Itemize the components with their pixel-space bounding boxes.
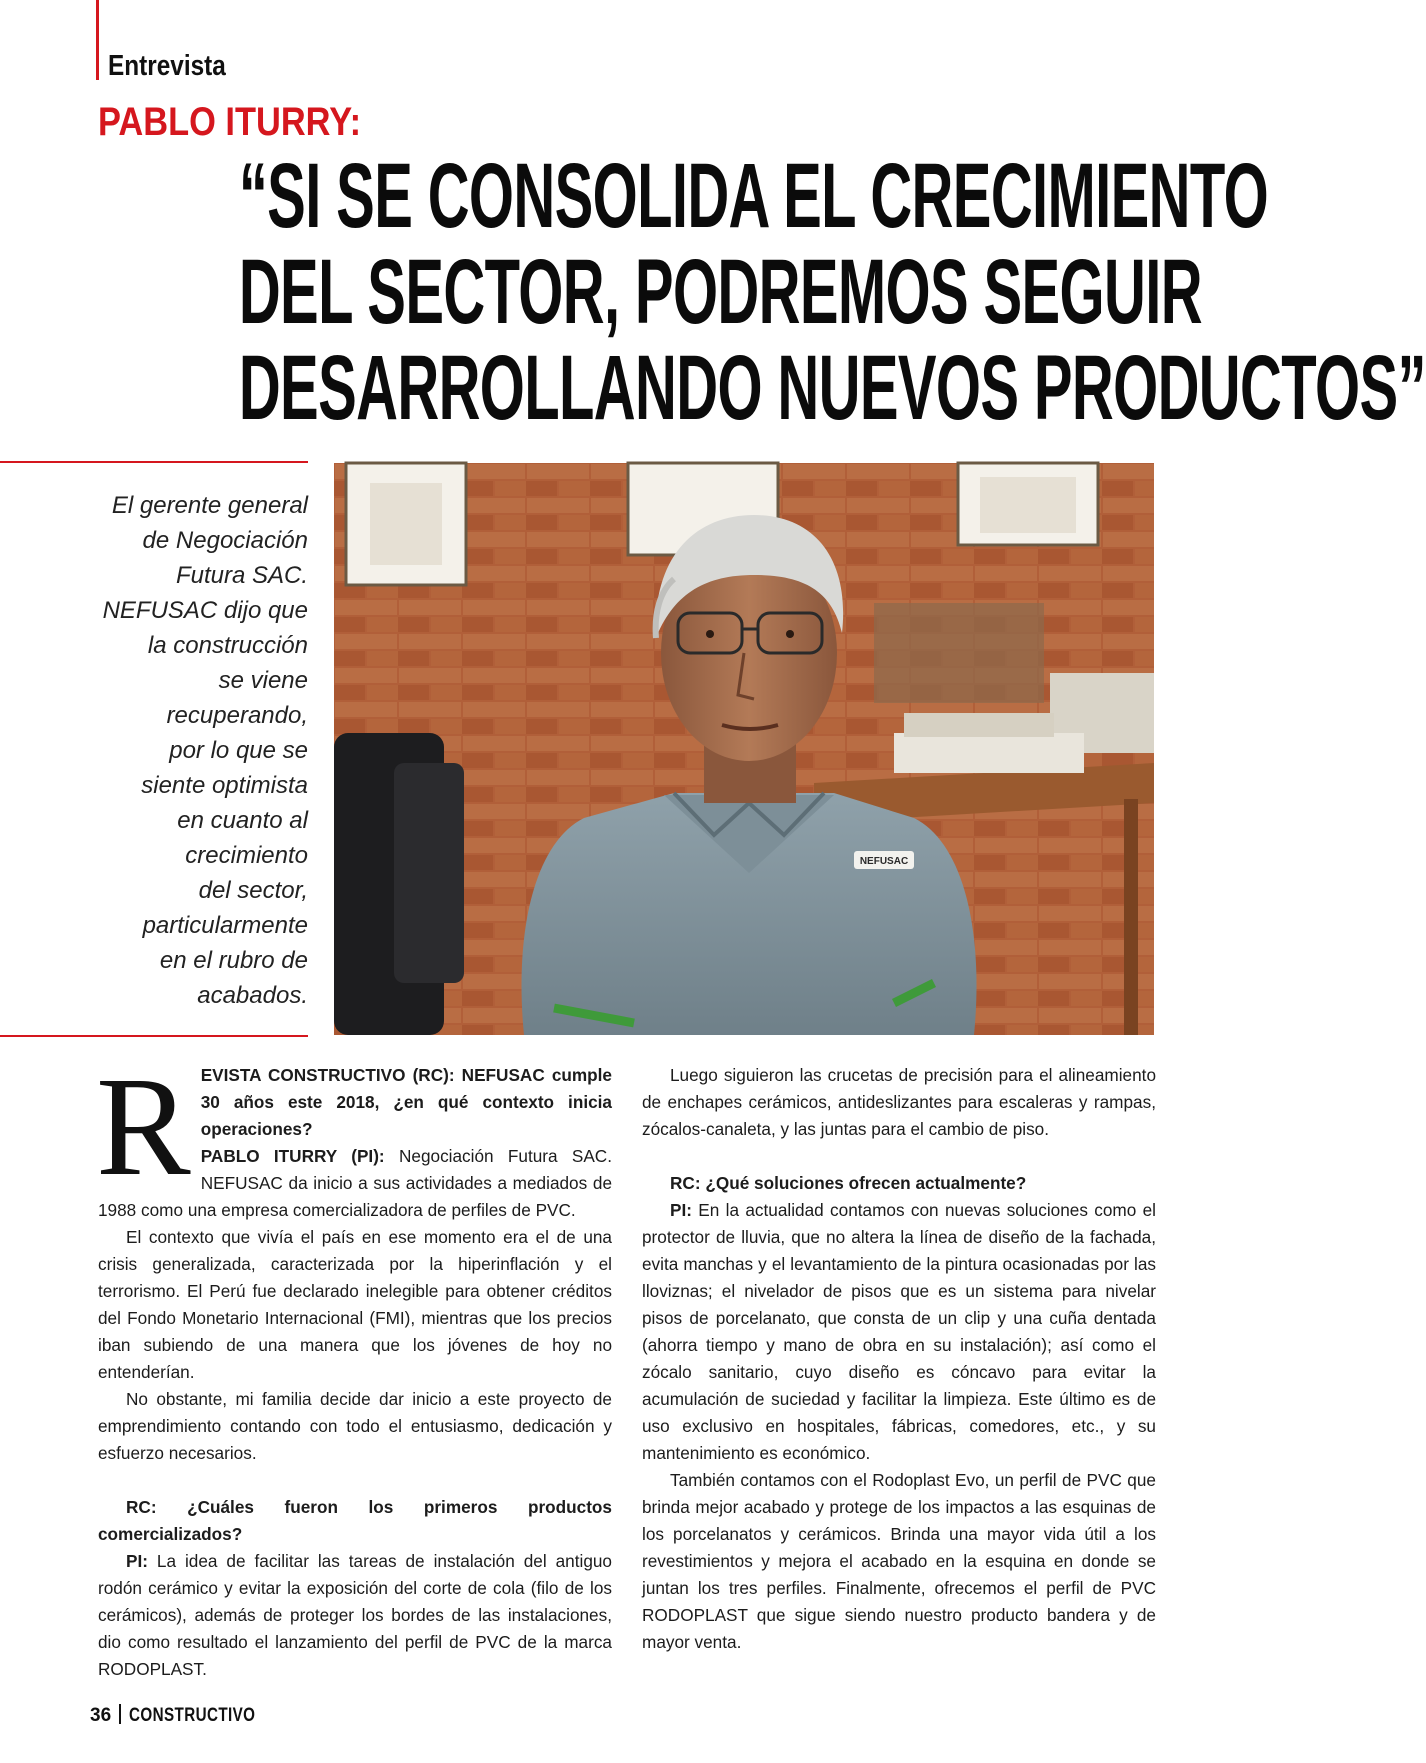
answer-text: En la actualidad contamos con nuevas soluciones como el protector de lluvia, que no altera la línea de diseño de la fachada, evita manchas y el levantamiento de la pintura ocasionadas por las lloviznas; el nivelador de pisos que es un sistema para nivelar pisos de porcelanato, que consta de un clip y una cuña dentada (ahorra tiempo y mano de obra en su instalación); así como el zócalo sanitario, cuyo diseño es cóncavo para evitar la acumulación de suciedad y facilitar la limpieza. Este último es de uso exclusivo en hospitales, fábricas, comedores, etc., y su mantenimiento es económico.: [642, 1200, 1156, 1463]
body-paragraph: Luego siguieron las crucetas de precisión para el alineamiento de enchapes cerámicos, antideslizantes para escaleras y rampas, zócalos-canaleta, y las juntas para el cambio de piso.: [642, 1065, 1156, 1139]
lead-line: se viene: [218, 667, 308, 694]
interviewee-photo: [334, 463, 1154, 1035]
shirt-logo-text: NEFUSAC: [859, 856, 909, 867]
body-paragraph: El contexto que vivía el país en ese momento era el de una crisis generalizada, caracterizada por la hiperinflación y el terrorismo. El Perú fue declarado inelegible para obtener créditos del Fondo Monetario Internacional (FMI), mientras que los precios iban subiendo de una manera que los jóvenes de hoy no entenderían.: [98, 1227, 612, 1382]
page-footer: [90, 1704, 287, 1727]
lead-line: Futura SAC.: [175, 562, 308, 589]
article-column-right: [642, 1062, 1156, 1656]
section-accent-rule: [96, 0, 99, 80]
speaker-label: PABLO ITURRY (PI):: [200, 1146, 385, 1166]
lead-line: siente optimista: [141, 772, 308, 799]
lead-line: recuperando,: [166, 702, 308, 729]
opening-question: EVISTA CONSTRUCTIVO (RC): NEFUSAC cumple 30 años este 2018, ¿en qué contexto inicia operaciones?: [200, 1065, 612, 1139]
lead-bottom-rule: [0, 1035, 308, 1037]
lead-line: NEFUSAC dijo que: [102, 597, 308, 624]
lead-line: en cuanto al: [177, 807, 308, 834]
magazine-name: CONSTRUCTIVO: [128, 1705, 256, 1726]
body-paragraph: No obstante, mi familia decide dar inicio a este proyecto de emprendimiento contando con todo el entusiasmo, dedicación y esfuerzo necesarios.: [98, 1389, 612, 1463]
headline: [0, 145, 1426, 439]
headline-line: DESARROLLANDO NUEVOS PRODUCTOS”: [238, 337, 1426, 439]
interview-question: RC: ¿Cuáles fueron los primeros productos comercializados?: [98, 1497, 612, 1544]
lead-paragraph: [90, 488, 308, 1013]
lead-line: del sector,: [198, 877, 308, 904]
footer-separator: [119, 1704, 121, 1724]
lead-line: por lo que se: [169, 737, 308, 764]
body-paragraph: También contamos con el Rodoplast Evo, un perfil de PVC que brinda mejor acabado y protege de los impactos a las esquinas de los porcelanatos y cerámicos. Brinda una mayor vida útil a los revestimientos y mejora el acabado en la esquina en donde se juntan los tres perfiles. Finalmente, ofrecemos el perfil de PVC RODOPLAST que sigue siendo nuestro producto bandera y de mayor venta.: [642, 1470, 1156, 1652]
lead-line: El gerente general: [111, 492, 308, 519]
lead-top-rule: [0, 461, 308, 463]
lead-line: acabados.: [197, 982, 308, 1009]
lead-line: particularmente: [142, 912, 308, 939]
answer-text: La idea de facilitar las tareas de instalación del antiguo rodón cerámico y evitar la exposición del corte de cola (filo de los cerámicos), además de proteger los bordes de las instalaciones, dio como resultado el lanzamiento del perfil de PVC de la marca RODOPLAST.: [98, 1551, 612, 1679]
lead-line: de Negociación: [142, 527, 308, 554]
section-label: Entrevista: [108, 50, 226, 82]
interview-question: RC: ¿Qué soluciones ofrecen actualmente?: [670, 1173, 1027, 1193]
lead-line: crecimiento: [185, 842, 308, 869]
headline-line: “SI SE CONSOLIDA EL CRECIMIENTO: [238, 145, 1269, 247]
headline-line: DEL SECTOR, PODREMOS SEGUIR: [238, 241, 1202, 343]
page-number: 36: [90, 1705, 112, 1726]
opening-question-paragraph: [96, 1047, 612, 1224]
article-column-left: [96, 1047, 612, 1683]
answer-text: Negociación Futura SAC. NEFUSAC da inicio a sus actividades a mediados de 1988 como una empresa comercializadora de perfiles de PVC.: [98, 1146, 612, 1220]
speaker-label: PI:: [126, 1551, 148, 1571]
drop-cap: R: [96, 1047, 191, 1205]
answer-paragraph: [642, 1197, 1156, 1467]
speaker-label: PI:: [670, 1200, 692, 1220]
interviewee-name: PABLO ITURRY:: [98, 100, 362, 144]
office-portrait-illustration: [334, 463, 1154, 1035]
lead-line: en el rubro de: [159, 947, 308, 974]
lead-line: la construcción: [147, 632, 308, 659]
answer-paragraph: [98, 1548, 612, 1683]
